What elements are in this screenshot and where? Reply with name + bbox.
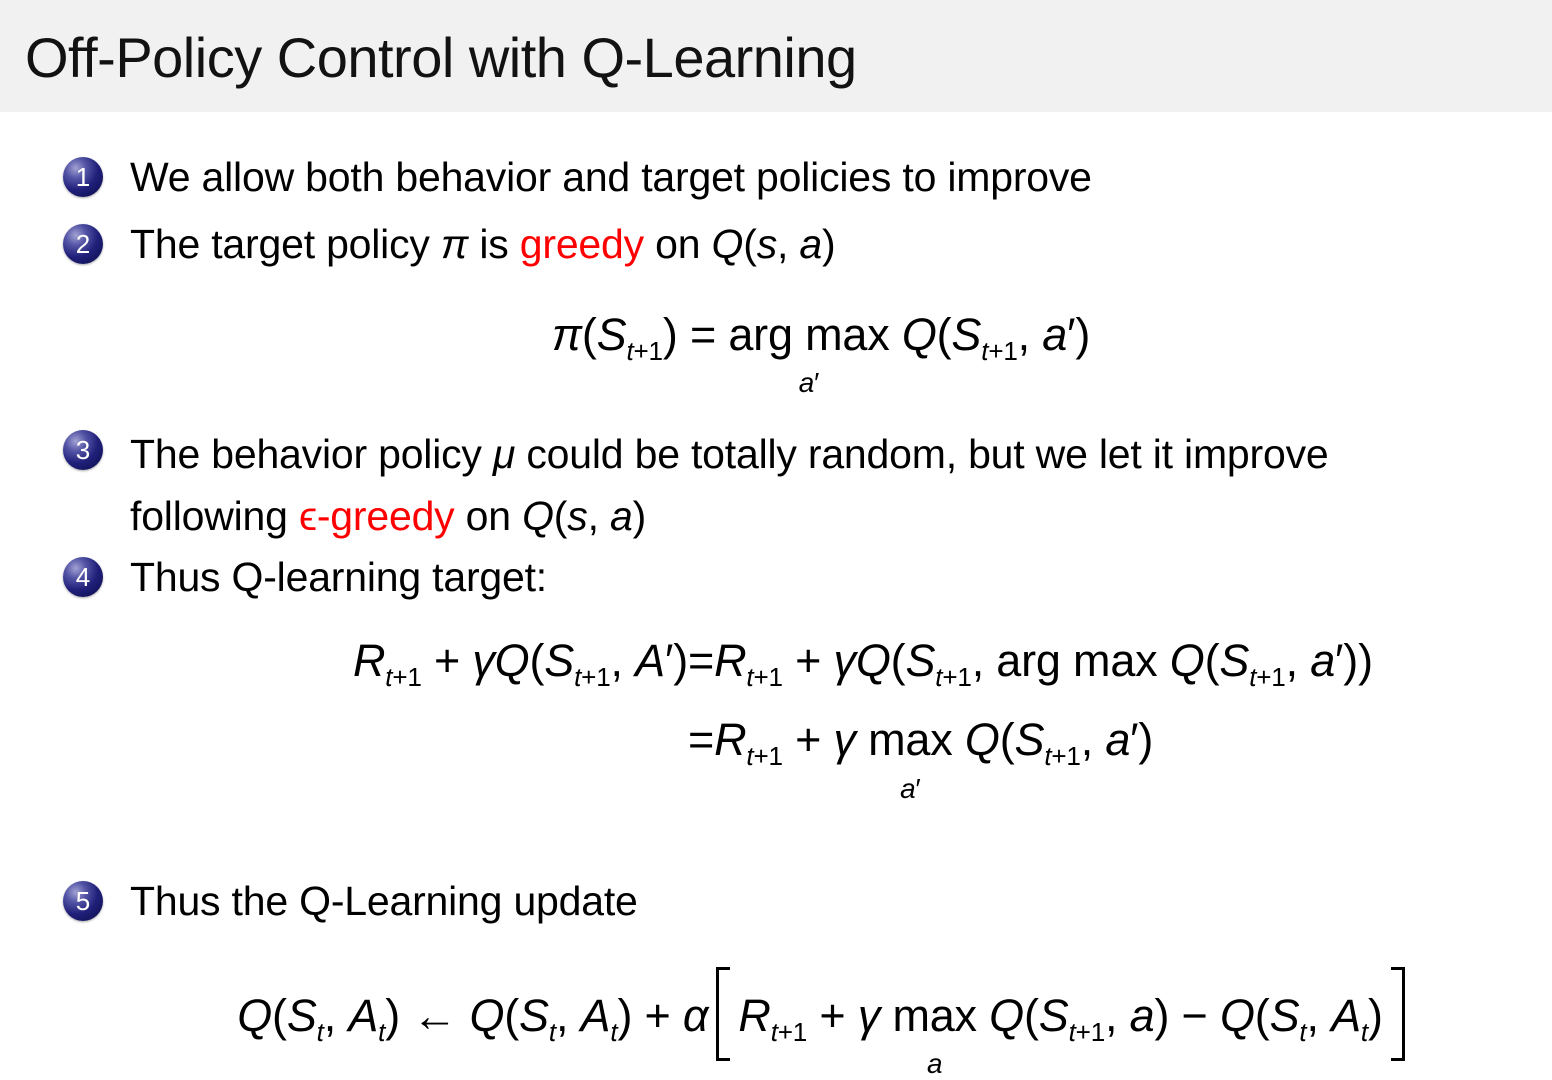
bullet-text-5: Thus the Q-Learning update (130, 878, 638, 924)
bullet-text-3: The behavior policy μ could be totally random, but we let it improve following ϵ-greedy on Q(s, a) (130, 431, 1329, 539)
page-title: Off-Policy Control with Q-Learning (25, 26, 857, 89)
slide-header (0, 0, 1552, 112)
bullet-badge-2: 2 (63, 224, 103, 264)
bullet-badge-1: 1 (63, 157, 103, 197)
equation-qtarget-line2-left (218, 707, 688, 772)
equation-qtarget-line1 (218, 628, 1373, 693)
equation-qtarget-line1-right: $=R_{t+1} + \gamma Q(S_{t+1}$, arg $\max Q(S_{t+1}$, a′)) (688, 635, 1373, 692)
bullet-item-5 (0, 874, 1552, 929)
bullet-item-4 (0, 550, 1552, 605)
bullet-text-4: Thus Q-learning target: (130, 554, 547, 600)
equation-target-policy: $\pi(S_{t+1})$ = arg max a′ $Q(S_{t+1}$, a′) (551, 309, 1091, 399)
equation-qtarget-line2-right: $=R_{t+1} + \gamma$ max a′ $Q(S_{t+1}$, a′) (688, 714, 1154, 804)
bullet-text-1: We allow both behavior and target policies to improve (130, 154, 1092, 200)
bullet-badge-5: 5 (63, 881, 103, 921)
bullet-badge-4: 4 (63, 557, 103, 597)
bullet-text-2: The target policy π is greedy on Q(s, a) (130, 221, 836, 267)
equation-qlearning-update: $Q(S_t$, $A_t$) ← $Q(S_t$, $A_t) + \alpha$ $R_{t+1} + \gamma$ max a $Q(S_{t+1}$, $a) - Q(S_t$, $A_t$) (90, 972, 1552, 1066)
bullet-item-3 (0, 423, 1552, 547)
equation-qtarget-block (218, 628, 1373, 804)
equation-qtarget-line1-left: $R_{t+1} + \gamma Q(S_{t+1}$, A′) (352, 635, 688, 692)
bullet-item-2 (0, 217, 1552, 272)
bullet-item-1 (0, 150, 1552, 205)
equation-qtarget-line2 (218, 707, 1373, 804)
bullet-badge-3: 3 (63, 430, 103, 470)
